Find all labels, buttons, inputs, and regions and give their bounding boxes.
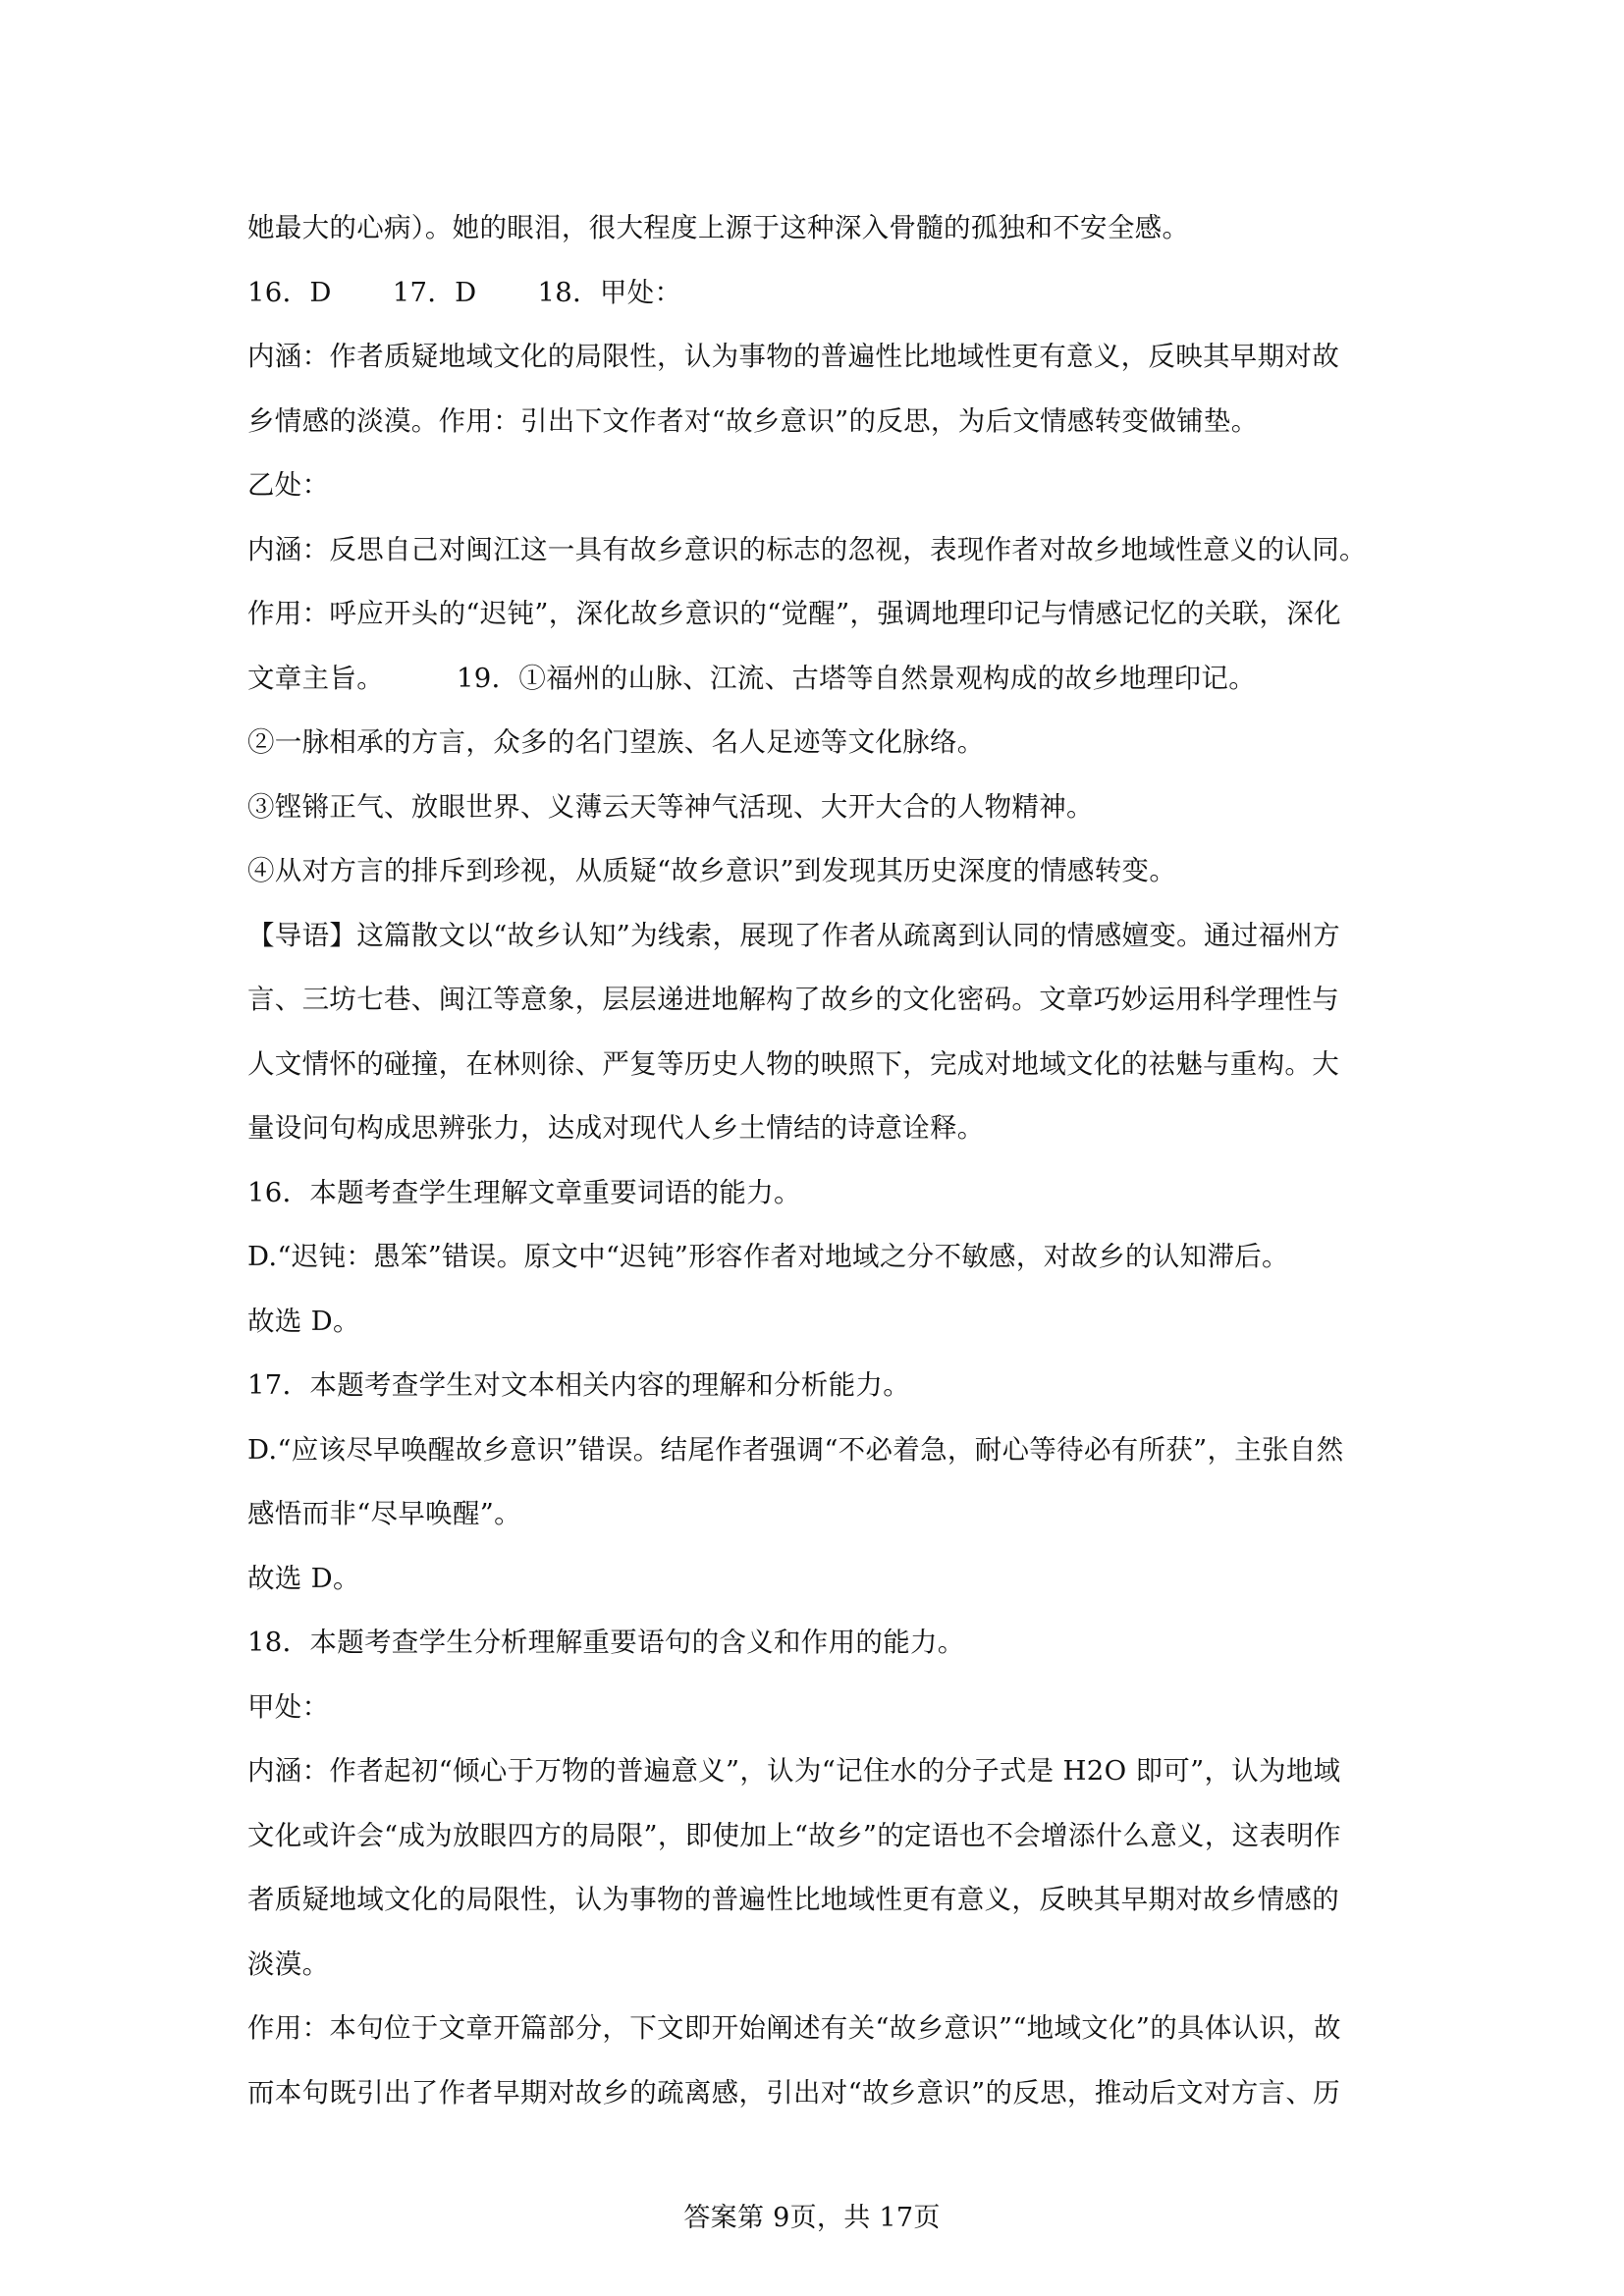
answer-16: 16．D <box>247 276 332 308</box>
text-line: 者质疑地域文化的局限性，认为事物的普遍性比地域性更有意义，反映其早期对故乡情感的 <box>247 1884 1339 1915</box>
text-line: 人文情怀的碰撞，在林则徐、严复等历史人物的映照下，完成对地域文化的祛魅与重构。大 <box>247 1047 1339 1080</box>
text-line: ③铿锵正气、放眼世界、义薄云天等神气活现、大开大合的人物精神。 <box>247 790 1094 823</box>
text-line: 言、三坊七巷、闽江等意象，层层递进地解构了故乡的文化密码。文章巧妙运用科学理性与 <box>247 984 1339 1015</box>
text-line: 17．本题考查学生对文本相关内容的理解和分析能力。 <box>247 1369 910 1401</box>
text-line: 量设问句构成思辨张力，达成对现代人乡土情结的诗意诠释。 <box>247 1112 985 1144</box>
text-line: 内涵：作者起初“倾心于万物的普遍意义”，认为“记住水的分子式是 H2O 即可”，认为地域 <box>247 1755 1341 1787</box>
text-line: 作用：呼应开头的“迟钝”，深化故乡意识的“觉醒”，强调地理印记与情感记忆的关联，深化 <box>247 598 1341 629</box>
text-line: 感悟而非“尽早唤醒”。 <box>247 1498 521 1529</box>
text-line: 文化或许会“成为放眼四方的局限”，即使加上“故乡”的定语也不会增添什么意义，这表明作 <box>247 1819 1341 1851</box>
document-body <box>247 196 1386 2125</box>
answer-19: 19．①福州的山脉、江流、古塔等自然景观构成的故乡地理印记。 <box>457 662 1256 694</box>
text-line: 内涵：作者质疑地域文化的局限性，认为事物的普遍性比地域性更有意义，反映其早期对故 <box>247 341 1339 372</box>
text-line: ②一脉相承的方言，众多的名门望族、名人足迹等文化脉络。 <box>247 726 985 758</box>
text-line: 她最大的心病）。她的眼泪，很大程度上源于这种深入骨髓的孤独和不安全感。 <box>247 212 1190 243</box>
text-line: 作用：本句位于文章开篇部分，下文即开始阐述有关“故乡意识”“地域文化”的具体认识，故 <box>247 2012 1341 2044</box>
text-line: 【导语】这篇散文以“故乡认知”为线索，展现了作者从疏离到认同的情感嬗变。通过福州方 <box>247 919 1340 951</box>
text-line: 内涵：反思自己对闽江这一具有故乡意识的标志的忽视，表现作者对故乡地域性意义的认同。 <box>247 533 1367 565</box>
answer-18-label: 18．甲处： <box>537 276 682 308</box>
text-line: D.“迟钝：愚笨”错误。原文中“迟钝”形容作者对地域之分不敏感，对故乡的认知滞后。 <box>247 1241 1289 1272</box>
text-line: 而本句既引出了作者早期对故乡的疏离感，引出对“故乡意识”的反思，推动后文对方言、历 <box>247 2076 1340 2109</box>
text-line: 故选 D。 <box>247 1562 360 1594</box>
text-line: D.“应该尽早唤醒故乡意识”错误。结尾作者强调“不必着急，耐心等待必有所获”，主张自然 <box>247 1433 1344 1466</box>
text-line: 18．本题考查学生分析理解重要语句的含义和作用的能力。 <box>247 1627 965 1658</box>
answer-line <box>247 261 1386 326</box>
answer-17: 17．D <box>392 276 477 308</box>
text-line: 乙处： <box>247 469 330 501</box>
page-footer: 答案第 9页，共 17页 <box>683 2203 941 2233</box>
text-line: 淡漠。 <box>247 1948 330 1980</box>
text-line <box>247 647 1386 712</box>
text-line: 甲处： <box>247 1690 330 1723</box>
text-fragment: 文章主旨。 <box>247 662 384 694</box>
text-line: ④从对方言的排斥到珍视，从质疑“故乡意识”到发现其历史深度的情感转变。 <box>247 855 1177 886</box>
text-line: 乡情感的淡漠。作用：引出下文作者对“故乡意识”的反思，为后文情感转变做铺垫。 <box>247 404 1259 437</box>
text-line: 16．本题考查学生理解文章重要词语的能力。 <box>247 1176 801 1208</box>
text-line: 故选 D。 <box>247 1305 360 1337</box>
